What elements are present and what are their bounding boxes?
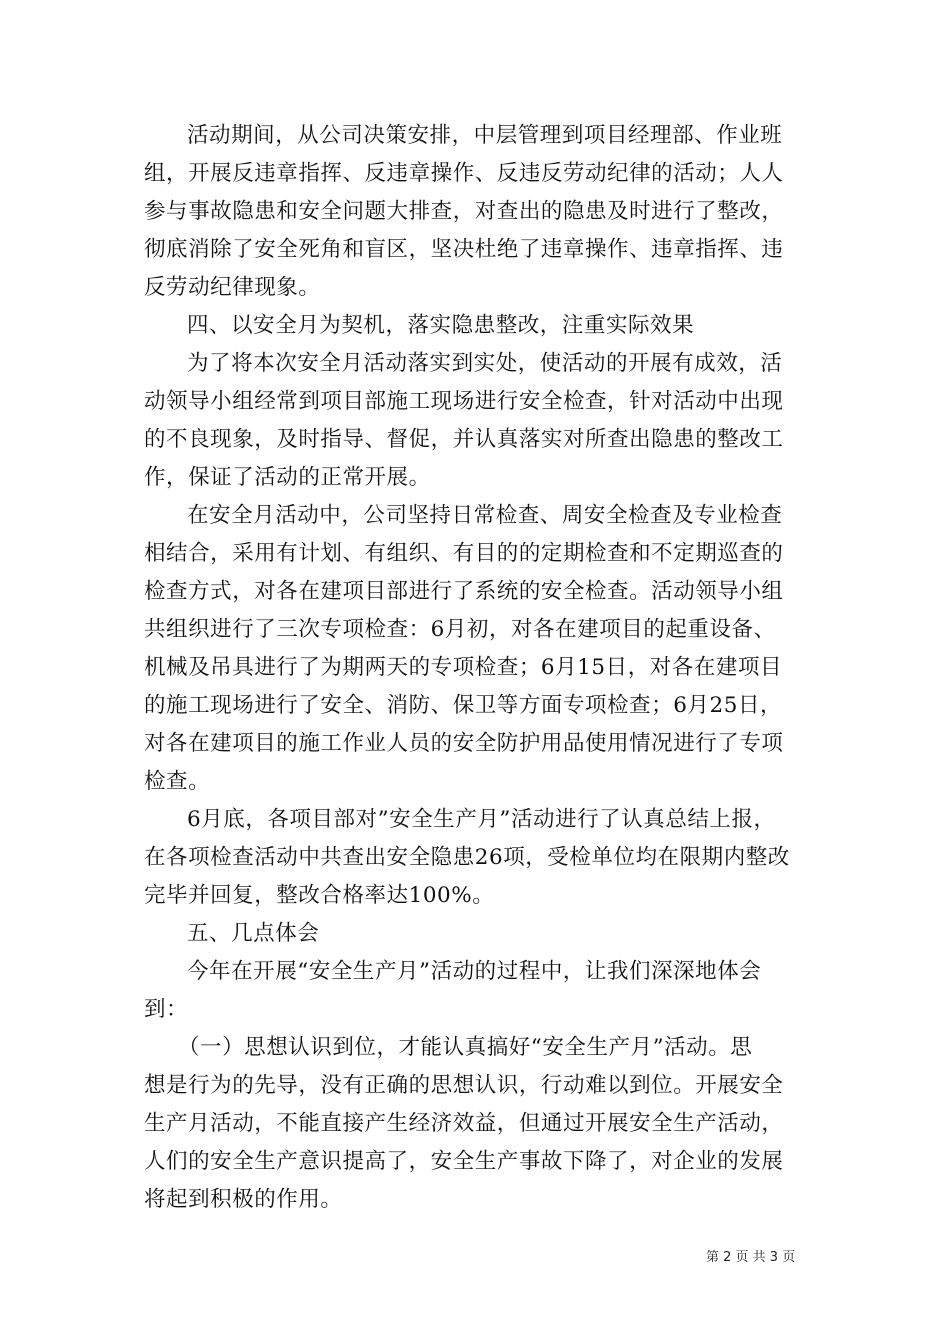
text-line: 对各在建项目的施工作业人员的安全防护用品使用情况进行了专项 [144,731,784,756]
text-line: 检查方式，对各在建项目部进行了系统的安全检查。活动领导小组 [144,579,784,604]
text-line: 在安全月活动中，公司坚持日常检查、周安全检查及专业检查 [187,503,783,528]
text-line: 共组织进行了三次专项检查：6月初，对各在建项目的起重设备、 [144,617,776,642]
text-line: 想是行为的先导，没有正确的思想认识，行动难以到位。开展安全 [144,1073,784,1098]
section-heading: 四、以安全月为契机，落实隐患整改，注重实际效果 [187,313,695,338]
text-line: 在各项检查活动中共查出安全隐患26项，受检单位均在限期内整改 [144,845,790,870]
text-line: 6月底，各项目部对”安全生产月”活动进行了认真总结上报， [187,807,776,832]
text-line: 活动期间，从公司决策安排，中层管理到项目经理部、作业班 [187,123,783,148]
text-line: 作，保证了活动的正常开展。 [144,465,431,490]
text-line: 反劳动纪律现象。 [144,275,321,300]
text-line: 完毕并回复，整改合格率达100%。 [144,883,495,908]
text-line: 参与事故隐患和安全问题大排查，对查出的隐患及时进行了整改， [144,199,784,224]
text-line: 检查。 [144,769,211,794]
text-line: 人们的安全生产意识提高了，安全生产事故下降了，对企业的发展 [144,1149,784,1174]
text-line: 将起到积极的作用。 [144,1187,343,1212]
text-line: 为了将本次安全月活动落实到实处，使活动的开展有成效，活 [187,351,783,376]
text-line: 彻底消除了安全死角和盲区，坚决杜绝了违章操作、违章指挥、违 [144,237,784,262]
text-line: 相结合，采用有计划、有组织、有目的的定期检查和不定期巡查的 [144,541,784,566]
text-line: 组，开展反违章指挥、反违章操作、反违反劳动纪律的活动；人人 [144,161,784,186]
text-line: 动领导小组经常到项目部施工现场进行安全检查，针对活动中出现 [144,389,784,414]
text-line: 机械及吊具进行了为期两天的专项检查；6月15日，对各在建项目 [144,655,783,680]
subsection-line: （一）思想认识到位，才能认真搞好“安全生产月”活动。思 [178,1035,753,1060]
text-line: 到： [144,997,189,1022]
text-line: 的施工现场进行了安全、消防、保卫等方面专项检查；6月25日， [144,693,783,718]
text-line: 的不良现象，及时指导、督促，并认真落实对所查出隐患的整改工 [144,427,784,452]
text-line: 今年在开展“安全生产月”活动的过程中，让我们深深地体会 [187,959,762,984]
text-line: 生产月活动，不能直接产生经济效益，但通过开展安全生产活动， [144,1111,784,1136]
section-heading: 五、几点体会 [187,921,320,946]
page-indicator: 第 2 页 共 3 页 [706,1250,796,1265]
